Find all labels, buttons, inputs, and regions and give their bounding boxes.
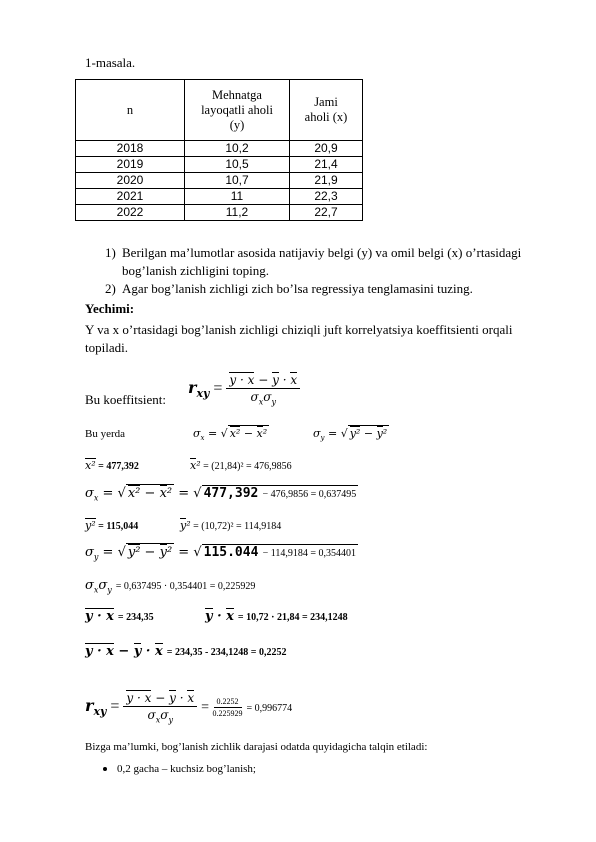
task-1-number: 1) (105, 245, 116, 260)
header-y-line2: layoqatli aholi (201, 102, 273, 117)
task-2-number: 2) (105, 281, 116, 296)
header-x (290, 80, 363, 141)
table-row (76, 141, 363, 157)
task-1-line1: Berilgan ma’lumotlar asosida natijaviy belgi (y) va omil belgi (x) o’rtasidagi (122, 245, 522, 260)
header-y-line3: (y) (229, 117, 245, 132)
cell-year: 2018 (76, 141, 185, 157)
cell-x: 22,3 (290, 189, 363, 205)
sigma-x-bold: 477,392 (203, 486, 259, 501)
header-x-line1: Jami (314, 95, 338, 109)
problem-heading: 1-masala. (85, 55, 136, 70)
cell-x: 21,9 (290, 173, 363, 189)
y-times-x-value: = 10,72 · 21,84 = 234,1248 (237, 612, 348, 623)
x-mean-sq-line: x² = (21,84)² = 476,9856 (190, 459, 292, 472)
cell-x: 21,4 (290, 157, 363, 173)
cell-x: 20,9 (290, 141, 363, 157)
yx-mean-value: = 234,35 (117, 612, 154, 623)
task-1-line2: bog’lanish zichligini toping. (122, 263, 269, 278)
sigma-y-calc: $\sigma_y$ = √ y² − y² = √ 115.044 − 114,9184 = 0,354401 (85, 545, 356, 562)
bullet-item (103, 763, 256, 775)
task-2-line1: Agar bog’lanish zichligi zich bo’lsa regressiya tenglamasini tuzing. (122, 281, 473, 296)
bullet-dot-icon (103, 767, 107, 771)
sigma-x-calc: $\sigma_x$ = √ x² − x² = √ 477,392 − 476,9856 = 0,637495 (85, 486, 357, 503)
table-row (76, 173, 363, 189)
sigma-y-definition: $\sigma_y$ = √ y² − y² (313, 427, 388, 443)
intro-line1: Y va x o’rtasidagi bog’lanish zichligi chiziqli juft korrelyatsiya koeffitsienti orqali (85, 322, 513, 337)
x-mean-sq-value: = (21,84)² = 476,9856 (203, 461, 292, 472)
table-header-row (76, 80, 363, 141)
cell-y: 10,2 (185, 141, 290, 157)
cell-y: 11,2 (185, 205, 290, 221)
sigma-x-definition: $\sigma_x$ = √ x² − x² (193, 427, 268, 443)
x2-mean-line: x² = 477,392 (85, 459, 139, 472)
bullet-text: 0,2 gacha – kuchsiz bog’lanish; (117, 763, 256, 775)
y-mean-sq-value: = (10,72)² = 114,9184 (193, 521, 282, 532)
header-y (185, 80, 290, 141)
cell-year: 2021 (76, 189, 185, 205)
y-times-x-line: y · x = 10,72 · 21,84 = 234,1248 (205, 609, 348, 624)
y-mean-sq-line: y² = (10,72)² = 114,9184 (180, 519, 282, 532)
y2-mean-value: = 115,044 (98, 521, 139, 532)
sigma-x-rest: − 476,9856 = 0,637495 (262, 489, 357, 500)
data-table (75, 79, 363, 221)
sigma-product-value: = 0,637495 · 0,354401 = 0,225929 (115, 581, 256, 592)
closing-text: Bizga ma’lumki, bog’lanish zichlik darajasi odatda quyidagicha talqin etiladi: (85, 741, 428, 753)
cell-y: 10,7 (185, 173, 290, 189)
intro-line2: topiladi. (85, 340, 128, 355)
sigma-y-rest: − 114,9184 = 0,354401 (262, 548, 356, 559)
difference-value: = 234,35 - 234,1248 = 0,2252 (166, 647, 287, 658)
r-final-formula: $r_{xy}$ = $\frac{y \cdot x - y \cdot x}{\sigma_x\sigma_y}$ = $\frac{0.2252}{0.225929}$ = 0,996774 (85, 691, 293, 725)
header-y-line1: Mehnatga (212, 87, 262, 102)
r-numerator: 0.2252 (214, 697, 242, 708)
cell-year: 2020 (76, 173, 185, 189)
y2-mean-line: y² = 115,044 (85, 519, 139, 532)
x2-mean-value: = 477,392 (98, 461, 139, 472)
bu-yerda-label: Bu yerda (85, 428, 126, 440)
cell-year: 2022 (76, 205, 185, 221)
cell-x: 22,7 (290, 205, 363, 221)
cell-y: 10,5 (185, 157, 290, 173)
r-denominator: 0.225929 (212, 708, 243, 718)
header-n: n (76, 80, 185, 141)
cell-year: 2019 (76, 157, 185, 173)
r-value: = 0,996774 (246, 702, 293, 714)
table-row (76, 205, 363, 221)
sigma-y-bold: 115.044 (203, 545, 259, 560)
table-row (76, 189, 363, 205)
sigma-product: $\sigma_x\sigma_y = 0,637495 \cdot 0,354401 = 0,225929$ (85, 578, 256, 595)
yx-mean-line: y · x = 234,35 (85, 609, 154, 624)
cell-y: 11 (185, 189, 290, 205)
header-x-line2: aholi (x) (304, 110, 348, 124)
solution-title: Yechimi: (85, 301, 135, 316)
r-formula: $r_{xy}$ = $\frac{y \cdot x - y \cdot x}{\sigma_x\sigma_y}$ (188, 372, 300, 406)
coef-label: Bu koeffitsient: (85, 392, 167, 407)
difference-line: y · x − y · x = 234,35 - 234,1248 = 0,2252 (85, 644, 287, 659)
table-row (76, 157, 363, 173)
